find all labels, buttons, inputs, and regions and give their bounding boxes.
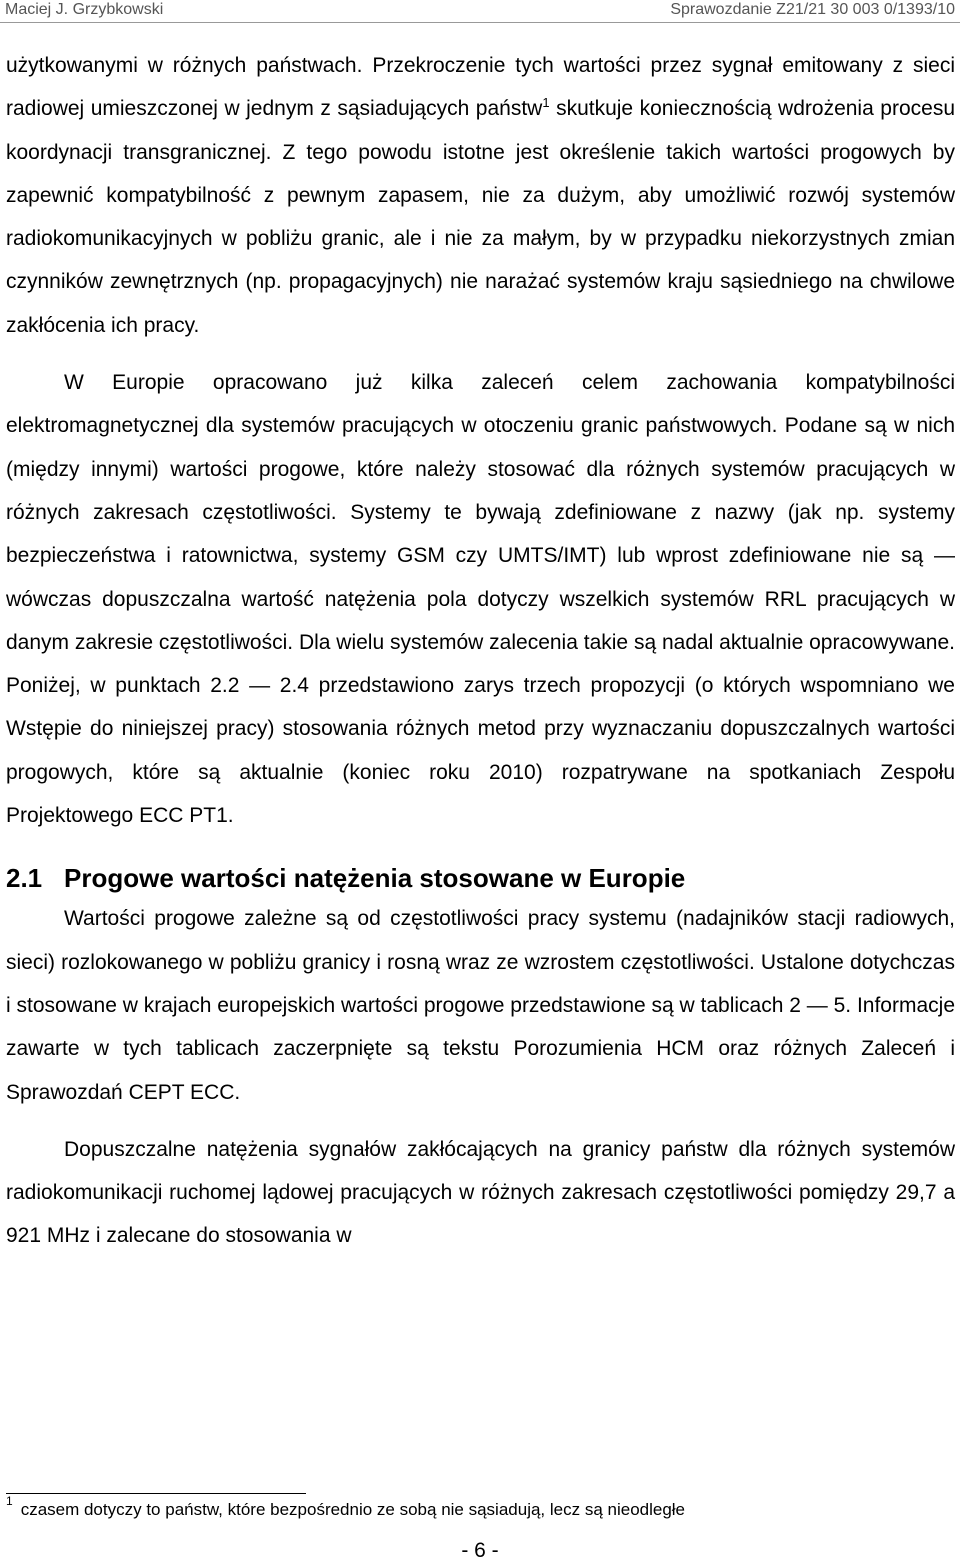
page-header	[0, 0, 960, 24]
section-heading	[6, 851, 955, 897]
header-author: Maciej J. Grzybkowski	[5, 1, 164, 18]
footnote-marker: 1	[6, 1494, 13, 1508]
page-body	[6, 44, 955, 1258]
footnote-reference[interactable]: 1	[542, 95, 550, 111]
page-number: - 6 -	[461, 1539, 499, 1562]
footnote-divider	[6, 1493, 306, 1494]
header-divider	[0, 22, 960, 23]
paragraph-text: skutkuje koniecznością wdrożenia procesu koordynacji transgranicznej. Z tego powodu istotne jest określenie takich wartości progowych by zapewnić kompatybilność z pewnym zapasem, nie za dużym, aby umożliwić rozwój systemów radiokomunikacyjnych w pobliżu granic, ale i nie za małym, by w przypadku niekorzystnych zmian czynników zewnętrznych (np. propagacyjnych) nie narażać systemów kraju sąsiedniego na chwilowe zakłócenia ich pracy.	[6, 97, 955, 337]
section-title: Progowe wartości natężenia stosowane w Europie	[64, 863, 686, 894]
paragraph-threshold-values: Wartości progowe zależne są od częstotliwości pracy systemu (nadajników stacji radiowych, sieci) rozlokowanego w pobliżu granicy i rosną wraz ze wzrostem częstotliwości. Ustalone dotychczas i stosowane w krajach europejskich wartości progowe przedstawione są w tablicach 2 — 5. Informacje zawarte w tych tablicach zaczerpnięte są tekstu Porozumienia HCM oraz różnych Zaleceń i Sprawozdań CEPT ECC.	[6, 907, 955, 1104]
footnote-text: czasem dotyczy to państw, które bezpośrednio ze sobą nie sąsiadują, lecz są nieodległe	[20, 1500, 686, 1519]
paragraph-permissible-intensities: Dopuszczalne natężenia sygnałów zakłócających na granicy państw dla różnych systemów radiokomunikacji ruchomej lądowej pracujących w różnych zakresach częstotliwości pomiędzy 29,7 a 921 MHz i zalecane do stosowania w	[6, 1137, 955, 1248]
section-number: 2.1	[6, 863, 43, 894]
header-report-id: Sprawozdanie Z21/21 30 003 0/1393/10	[670, 1, 955, 18]
paragraph-text: użytkowanymi w różnych państwach. Przekroczenie tych wartości przez sygnał emitowany z sieci radiowej umieszczonej w jednym z sąsiadujących państw	[6, 54, 955, 121]
footnote	[6, 1494, 686, 1523]
paragraph-continuation	[6, 44, 955, 347]
paragraph-europe-recommendations: W Europie opracowano już kilka zaleceń celem zachowania kompatybilności elektromagnetycznej dla systemów pracujących w otoczeniu granic państwowych. Podane są w nich (między innymi) wartości progowe, które należy stosować dla różnych systemów pracujących w różnych zakresach częstotliwości. Systemy te bywają zdefiniowane z nazwy (jak np. systemy bezpieczeństwa i ratownictwa, systemy GSM czy UMTS/IMT) lub wprost zdefiniowane nie są — wówczas dopuszczalna wartość natężenia pola dotyczy wszelkich systemów RRL pracujących w danym zakresie częstotliwości. Dla wielu systemów zalecenia takie są nadal aktualnie opracowywane. Poniżej, w punktach 2.2 — 2.4 przedstawiono zarys trzech propozycji (o których wspomniano we Wstępie do niniejszej pracy) stosowania różnych metod przy wyznaczaniu dopuszczalnych wartości progowych, które są aktualnie (koniec roku 2010) rozpatrywane na spotkaniach Zespołu Projektowego ECC PT1.	[6, 371, 955, 828]
